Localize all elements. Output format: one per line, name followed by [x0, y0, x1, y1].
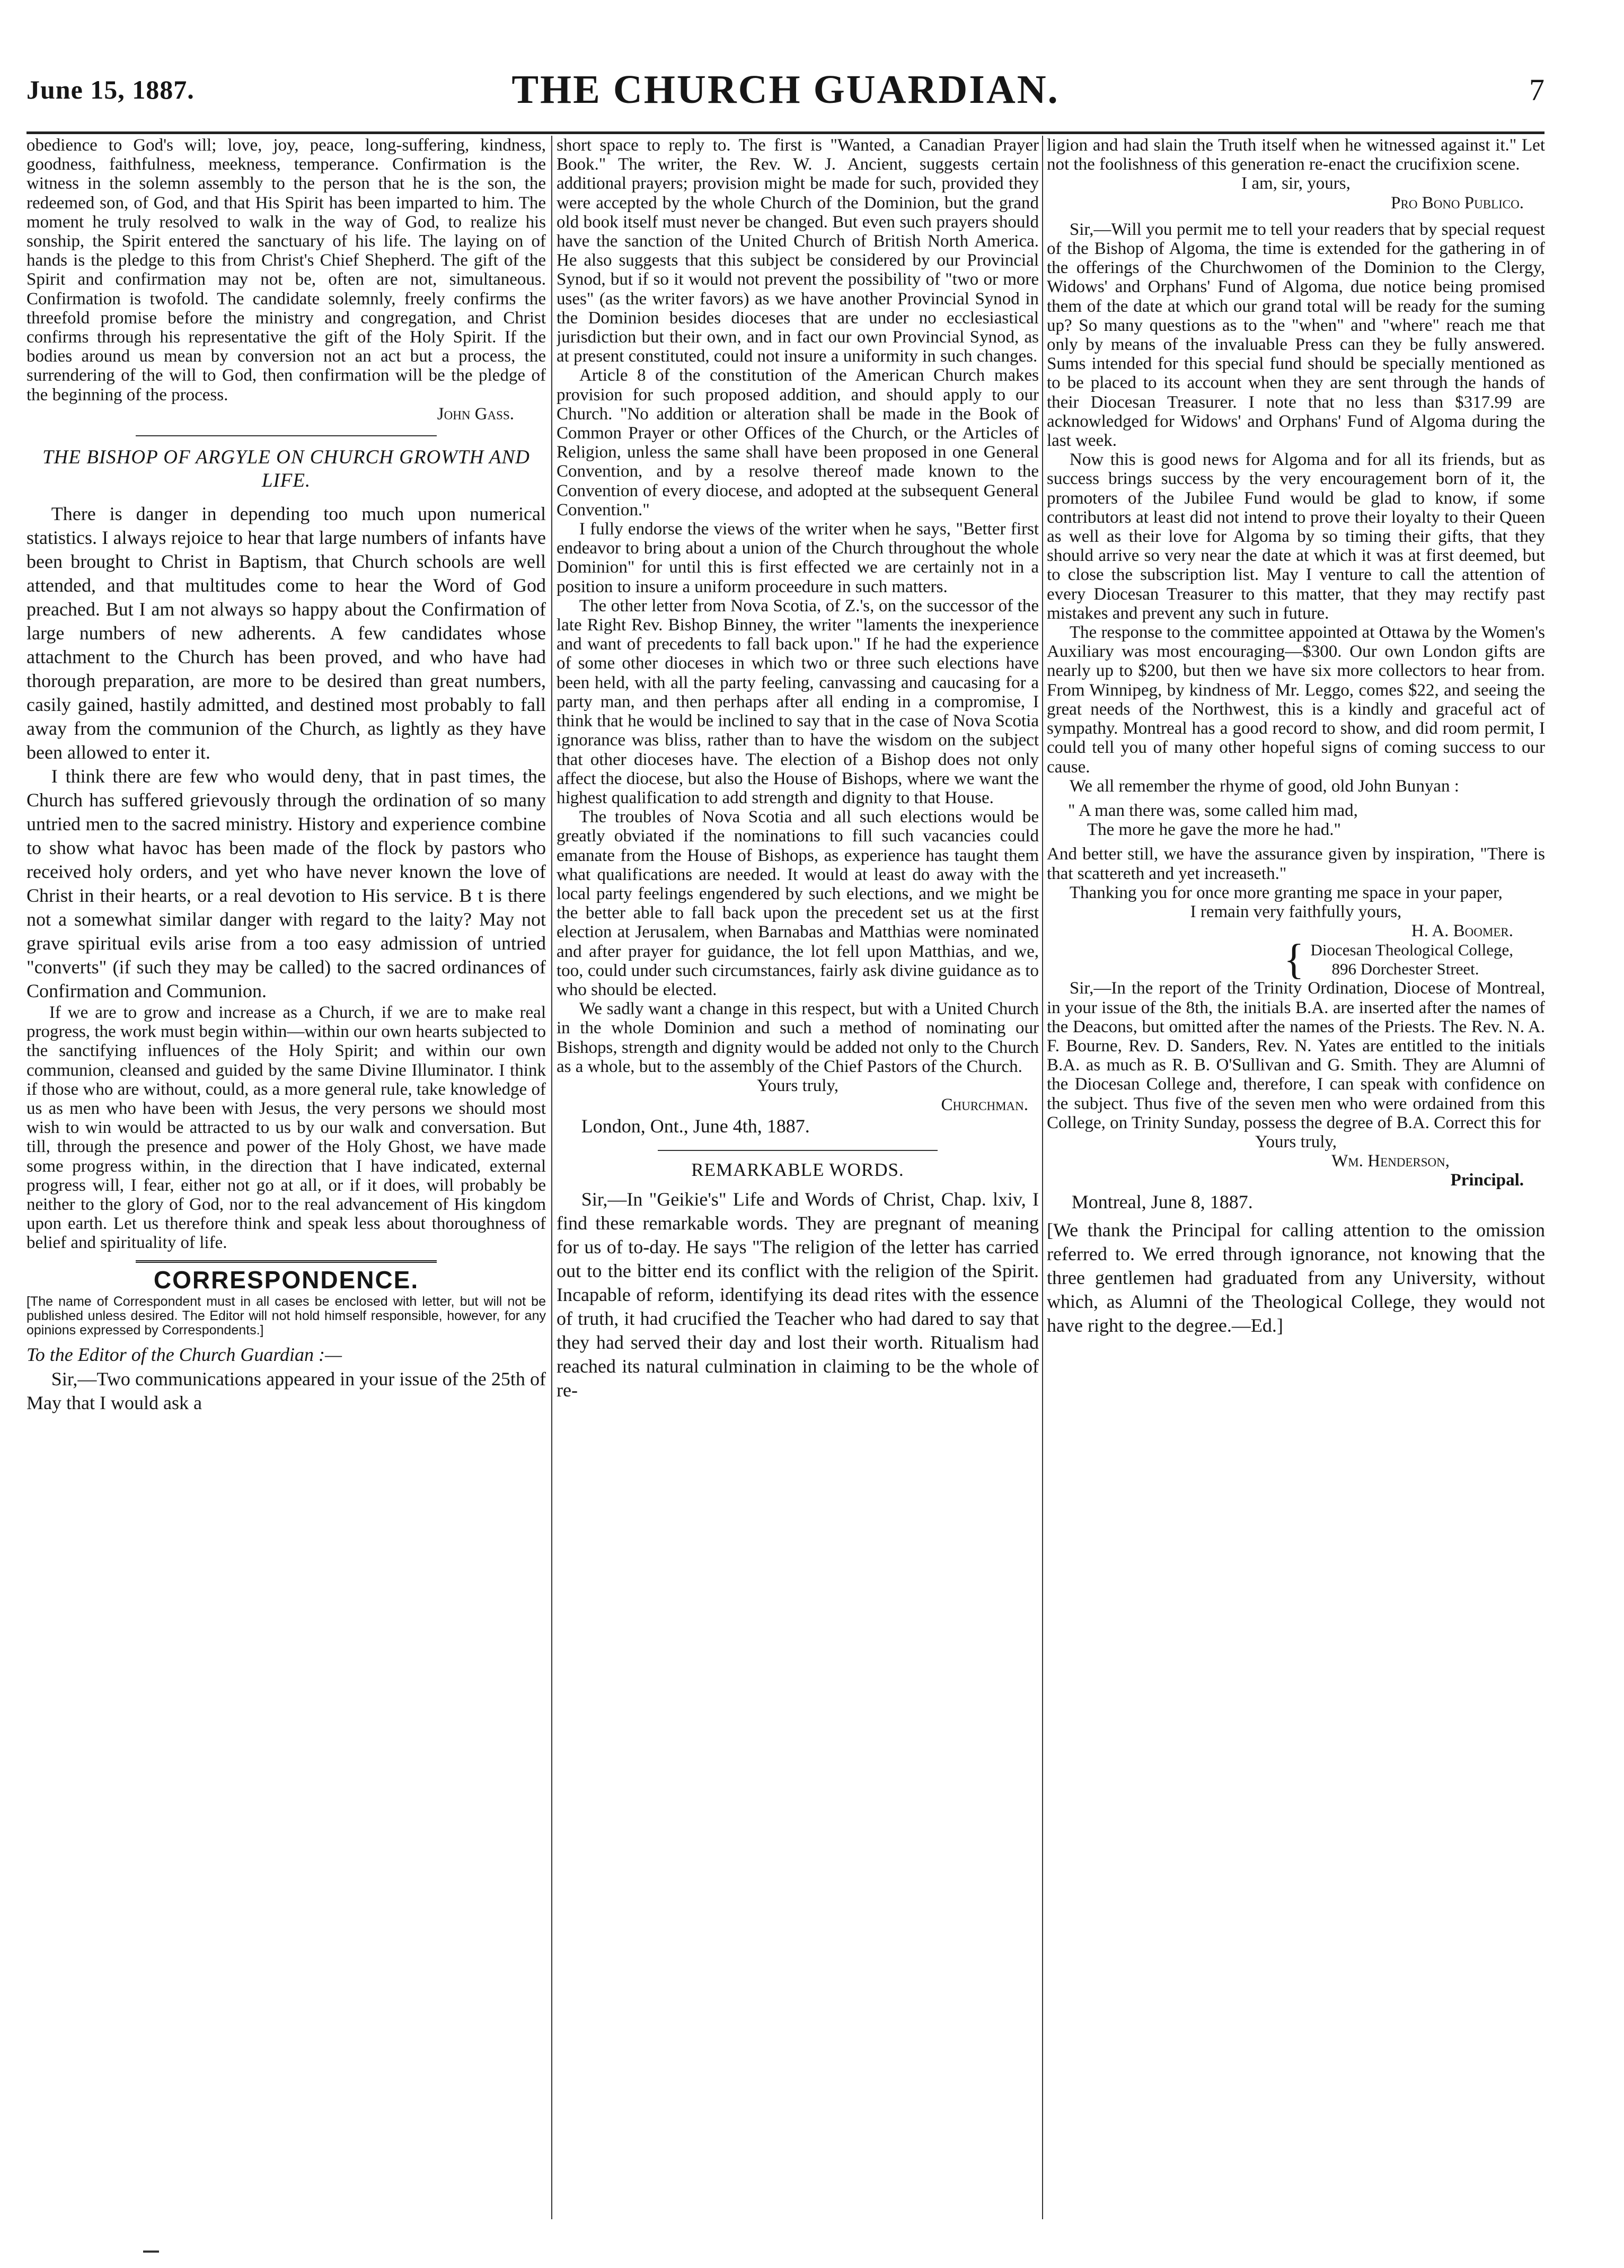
address-line: Diocesan Theological College, — [1310, 940, 1513, 960]
column-divider — [1042, 136, 1043, 2219]
letter-paragraph: Sir,—Two communications appeared in your issue of the 25th of May that I would ask a — [27, 1368, 546, 1414]
letter-paragraph: Article 8 of the constitution of the American Church makes provision for such proposed addition, and should apply to our Church. "No addition or alteration shall be made in the Book of Common Prayer or other Offices of the Church, or the Articles of Religion, unless the same shall have been proposed in one General Convention, and by a resolve thereof made known to the Convention of every diocese, and adopted at the subsequent General Convention." — [557, 366, 1039, 520]
closing: Yours truly, — [1255, 1132, 1337, 1151]
letter-paragraph: The other letter from Nova Scotia, of Z.'s, on the successor of the late Right Rev. Bishop Binney, the writer "laments the inexperience and want of precedents to fall back upon." If he had the experience of some other dioceses in which two or three such elections have been held, with all the party feeling, canvassing and caucasing for a party man, and then perhaps after all ending in a compromise, I think that he would be inclined to say that in the case of Nova Scotia ignorance was bliss, rather than to have the wisdom on the subject that other dioceses have. The election of a Bishop does not only affect the diocese, but also the House of Bishops, where we want the highest qualification to add strength and dignity to that House. — [557, 596, 1039, 807]
signature: Churchman. — [941, 1095, 1028, 1115]
issue-date: June 15, 1887. — [27, 75, 195, 104]
column-1 — [27, 136, 546, 2225]
signature: John Gass. — [437, 404, 514, 424]
column-divider — [551, 136, 552, 2219]
column-3 — [1047, 136, 1545, 2225]
letter-paragraph: The response to the committee appointed at Ottawa by the Women's Auxiliary was most encouraging—$300. Our own London gifts are nearly up to $200, but then we have six more collectors to hear from. From Winnipeg, by kindness of Mr. Leggo, comes $22, and seeing the great needs of the Northwest, this is a kindly and graceful act of sympathy. Montreal has a good record to show, and did room permit, I could tell you of many other hopeful signs of coming success to our cause. — [1047, 623, 1545, 777]
editor-notice: [The name of Correspondent must in all cases be enclosed with letter, but will not be published unless desired. The Editor will not hold himself responsible, however, for any opinions expressed by Correspondents.] — [27, 1294, 546, 1338]
letter-paragraph: Thanking you for once more granting me space in your paper, — [1069, 883, 1503, 902]
editor-note: [We thank the Principal for calling attention to the omission referred to. We erred through ignorance, not knowing that the three gentlemen had graduated from any University, without which, as Alumni of the Theological College, they would not have right to the degree.—Ed.] — [1047, 1219, 1545, 1336]
closing: I am, sir, yours, — [1241, 174, 1351, 194]
article-paragraph: obedience to God's will; love, joy, peace, long-suffering, kindness, goodness, faithfulness, meekness, temperance. Confirmation is the witness in the solemn assembly to the person that he is the son, the redeemed son, of God, and that His Spirit has been imparted to him. The moment he truly resolved to walk in the way of God, to realize his sonship, the Spirit entered the sanctuary of his life. The laying on of hands is the pledge to this from Christ's Chief Shepherd. The gift of the Spirit and confirmation may not be, often are not, simultaneous. Confirmation is twofold. The candidate solemnly, freely confirms the threefold promise before the ministry and congregation, and Christ confirms through his representative the gift of the Holy Spirit. If the bodies around us mean by conversion not an act but a process, the surrendering of the will to God, then confirmation will be the pledge of the beginning of the process. — [27, 136, 546, 405]
divider — [658, 1150, 938, 1151]
divider — [136, 435, 437, 436]
letter-paragraph: ligion and had slain the Truth itself when he witnessed against it." Let not the foolishness of this generation re-enact the crucifixion scene. — [1047, 136, 1545, 174]
newspaper-title: THE CHURCH GUARDIAN. — [511, 67, 1060, 112]
verse-quote — [1068, 801, 1545, 839]
signature-title: Principal. — [1450, 1171, 1524, 1190]
dateline: London, Ont., June 4th, 1887. — [581, 1115, 810, 1137]
article-paragraph: If we are to grow and increase as a Church, if we are to make real progress, the work must begin within—within our own hearts subjected to the sanctifying influences of the Holy Spirit; and within our own communion, cleansed and guided by the same Divine Illuminator. I think if those who are without, could, as a more general rule, take knowledge of us as men who have been with Jesus, the very persons we should most wish to win would be attracted to us by our walk and conversation. But till, through the presence and power of the Holy Ghost, we have made some progress within, in the direction that I have indicated, external progress will, I fear, either not go at all, or if it does, will probably be neither to the glory of God, nor to the real advancement of His kingdom upon earth. Let us therefore think and speak less about thoroughness of belief and spirituality of life. — [27, 1003, 546, 1253]
letter-paragraph: We all remember the rhyme of good, old John Bunyan : — [1069, 776, 1459, 796]
signature: Pro Bono Publico. — [1391, 193, 1524, 213]
address-block — [1047, 936, 1513, 983]
letter-paragraph: I fully endorse the views of the writer when he says, "Better first endeavor to bring about a union of the Church throughout the whole Dominion" for until this is first effected we are certainly not in a position to insure a uniform proceedure in such matters. — [557, 520, 1039, 596]
signature: Wm. Henderson, — [1331, 1151, 1450, 1171]
letter-paragraph: Sir,—In the report of the Trinity Ordination, Diocese of Montreal, in your issue of the 8th, the initials B.A. are inserted after the names of the Deacons, but omitted after the names of the Priests. The Rev. N. A. F. Bourne, Rev. D. Sanders, Rev. N. Yates are entitled to the initials B.A. as much as R. B. O'Sullivan and G. Smith. They are Alumni of the Diocesan College and, therefore, I can speak with confidence on the subject. Thus five of the seven men who were ordained from this College, on Trinity Sunday, possess the degree of B.A. Correct this for — [1047, 979, 1545, 1132]
article-paragraph: There is danger in depending too much upon numerical statistics. I always rejoice to hear that large numbers of infants have been brought to Christ in Baptism, that Church schools are well attended, and that multitudes come to hear the Word of God preached. But I am not always so happy about the Confirmation of large numbers of new adherents. A few candidates whose attachment to the Church has been proved, and who have had thorough preparation, are more to be desired than great numbers, casily gained, hastily admitted, and destined most probably to fall away from the communion of the Church, as lightly as they have been allowed to enter it. — [27, 503, 546, 763]
letter-paragraph: Sir,—Will you permit me to tell your readers that by special request of the Bishop of Algoma, the time is extended for the gathering in of the offerings of the Churchwomen of the Dominion to the Clergy, Widows' and Orphans' Fund of Algoma, due notice being promised them of the date at which our grand total will be ready for the suming up? So many questions as to the "when" and "where" reach me that only by means of the invaluable Press can they be fully answered. Sums intended for this special fund should be specially mentioned as to be placed to its account when they are sent through the hands of their Diocesan Treasurer. I note that no less than $317.99 are acknowledged for Widows' and Orphans' Fund of Algoma during the last week. — [1047, 219, 1545, 451]
article-title: REMARKABLE WORDS. — [691, 1159, 904, 1181]
page-mark — [143, 2251, 159, 2253]
masthead — [27, 63, 1544, 134]
signature: H. A. Boomer. — [1411, 921, 1513, 941]
letter-paragraph: And better still, we have the assurance given by inspiration, "There is that scattereth and yet increaseth." — [1047, 845, 1545, 883]
letter-paragraph: short space to reply to. The first is "Wanted, a Canadian Prayer Book." The writer, the Rev. W. J. Ancient, suggests certain additional prayers; provision might be made for such, provided they were accepted by the whole Church of the Dominion, but the grand old book itself must never be changed. But even such prayers should have the sanction of the United Church of British North America. He also suggests that this subject be considered by our Provincial Synod, but if so it would not prevent the possibility of "two or more uses" (as the writer favors) as we have another Provincial Synod in the Dominion besides dioceses that are under no ecclesiastical jurisdiction but their own, and in fact our own Provincial Synod, as at present constituted, could not insure a uniformity in such changes. — [557, 136, 1039, 366]
verse-line: The more he gave the more he had." — [1087, 820, 1341, 840]
column-2 — [557, 136, 1039, 2225]
address-line: 896 Dorchester Street. — [1331, 960, 1479, 979]
brace-icon: { — [1284, 936, 1304, 983]
verse-line: " A man there was, some called him mad, — [1068, 801, 1358, 820]
closing: I remain very faithfully yours, — [1190, 902, 1402, 921]
article-title: THE BISHOP OF ARGYLE ON CHURCH GROWTH AND LIFE. — [42, 446, 530, 492]
letter-paragraph: We sadly want a change in this respect, but with a United Church in the whole Dominion and such a method of nominating our Bishops, strength and dignity would be added not only to the Church as a whole, but to the assembly of the Chief Pastors of the Church. — [557, 999, 1039, 1076]
salutation: To the Editor of the Church Guardian :— — [27, 1343, 342, 1365]
page-number: 7 — [1529, 73, 1544, 107]
divider — [136, 1260, 437, 1263]
letter-paragraph: The troubles of Nova Scotia and all such elections would be greatly obviated if the nominations to fill such vacancies could emanate from the House of Bishops, as experience has taught them what qualifications are needed. It would at least do away with the local party feelings engendered by such elections, and we might be the better able to fall back upon the precedent set us at the first election at Jerusalem, when Barnabas and Matthias were nominated and after prayer for guidance, the lot fell upon Matthias, and we, too, could under such circumstances, fairly ask divine guidance as to who should be elected. — [557, 807, 1039, 999]
closing: Yours truly, — [756, 1076, 839, 1095]
letter-paragraph: Sir,—In "Geikie's" Life and Words of Christ, Chap. lxiv, I find these remarkable words. They are pregnant of meaning for us of to-day. He says "The religion of the letter has carried out to the bitter end its conflict with the religion of the Spirit. Incapable of reform, identifying its dead rites with the essence of truth, it had crucified the Teacher who had dared to say that they had served their day and lost their worth. Ritualism had reached its natural culmination in claiming to be the whole of re- — [557, 1188, 1039, 1401]
letter-paragraph: Now this is good news for Algoma and for all its friends, but as success brings success by the very encouragement born of it, the promoters of the Jubilee Fund would be glad to know, if some contributors at least did not intend to prove their loyalty to their Queen as well as their love for Algoma by so timing their gifts, that they should arrive so very near the date at which it was at first deemed, but to close the subscription list. May I venture to call the attention of every Diocesan Treasurer to this matter, that they may rectify past mistakes and prevent any such in future. — [1047, 450, 1545, 623]
section-heading: CORRESPONDENCE. — [153, 1265, 419, 1294]
dateline: Montreal, June 8, 1887. — [1071, 1191, 1253, 1212]
article-paragraph: I think there are few who would deny, that in past times, the Church has suffered grievously through the ordination of so many untried men to the sacred ministry. History and experience combine to show what havoc has been made of the flock by pastors who received holy orders, and yet who have never known the love of Christ in their hearts, or a real devotion to His service. B t is there not a somewhat similar danger with regard to the laity? May not grave spiritual evils arise from a too easy admission of untried "converts" (if such they may be called) to the sacred ordinances of Confirmation and Communion. — [27, 766, 546, 1002]
